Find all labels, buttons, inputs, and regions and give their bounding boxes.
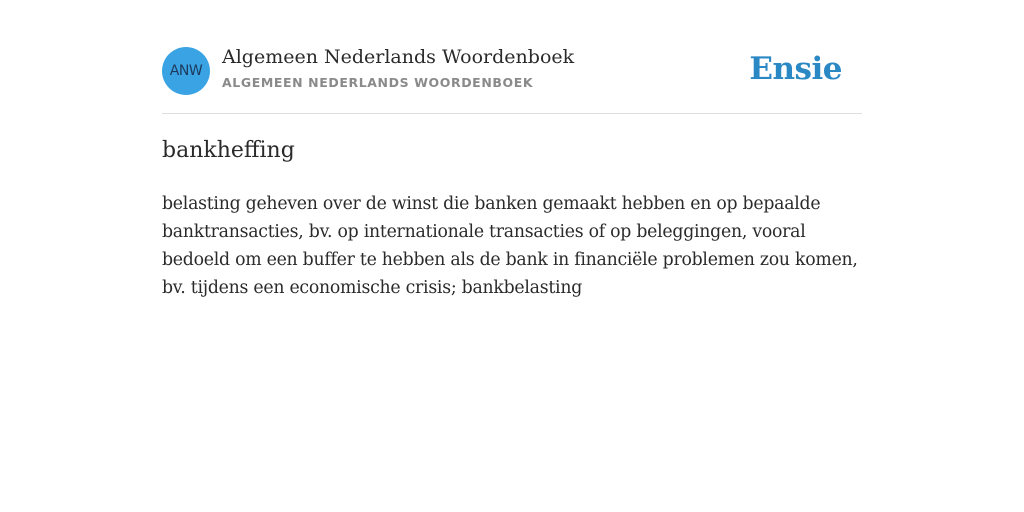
source-subtitle: ALGEMEEN NEDERLANDS WOORDENBOEK <box>222 75 534 90</box>
brand-logo[interactable]: Ensie <box>749 51 842 87</box>
source-title[interactable]: Algemeen Nederlands Woordenboek <box>222 46 575 68</box>
source-logo-text: ANW <box>169 63 203 79</box>
entry-card <box>162 0 862 512</box>
entry-word: bankheffing <box>162 138 295 163</box>
entry-definition: belasting geheven over de winst die banken gemaakt hebben en op bepaalde banktransacties, bv. op internationale transacties of op beleggingen, vooral bedoeld om een buffer te hebben als de bank in financiële problemen zou komen, bv. tijdens een economische crisis; bankbelasting <box>162 194 858 298</box>
source-header <box>162 46 862 96</box>
header-divider <box>162 113 862 114</box>
source-logo[interactable] <box>162 47 210 95</box>
